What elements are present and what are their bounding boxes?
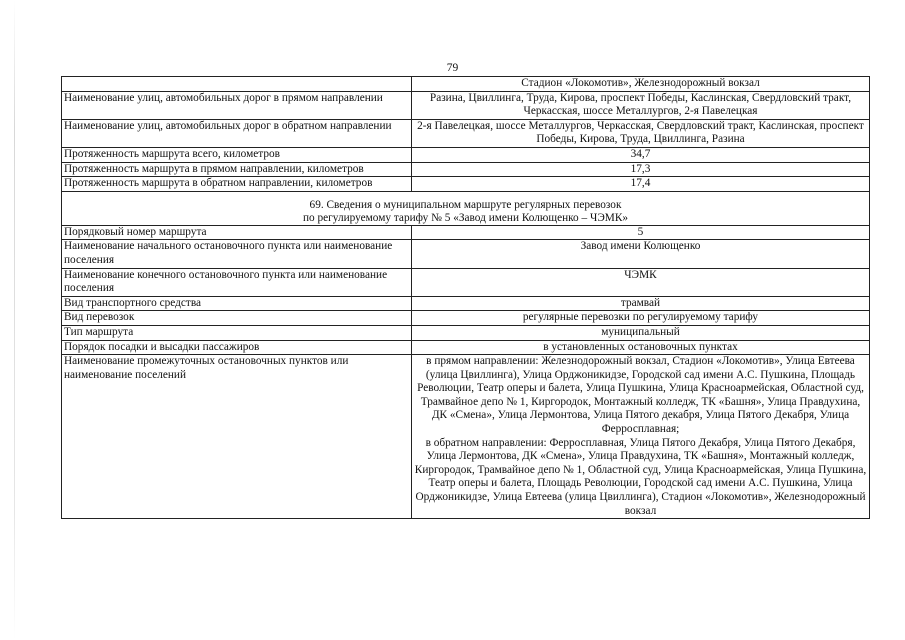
table-row <box>62 119 870 147</box>
table-row <box>62 177 870 192</box>
table-row <box>62 311 870 326</box>
table-cell-value: регулярные перевозки по регулируемому тарифу <box>412 311 870 326</box>
stops-backward: в обратном направлении: Ферросплавная, Улица Пятого Декабря, Улица Пятого Декабря, Улица Лермонтова, ДК «Смена», Улица Правдухина, ТК «Башня», Монтажный колледж, Киргородок, Трамвайное депо № 1, Областной суд, Улица Красноармейская, Улица Пушкина, Театр оперы и балета, Площадь Революции, Городской сад имени А.С. Пушкина, Улица Орджоникидзе, Улица Евтеева (улица Цвиллинга), Стадион «Локомотив», Железнодорожный вокзал <box>414 436 867 517</box>
section-title-line-2: по регулируемому тарифу № 5 «Завод имени Колющенко – ЧЭМК» <box>302 211 629 224</box>
table-cell-label: Порядковый номер маршрута <box>62 225 412 240</box>
table-cell-value: Разина, Цвиллинга, Труда, Кирова, проспект Победы, Каслинская, Свердловский тракт, Черкасская, шоссе Металлургов, 2-я Павелецкая <box>412 91 870 119</box>
table-cell-label: Наименование улиц, автомобильных дорог в обратном направлении <box>62 119 412 147</box>
page-number: 79 <box>446 62 459 74</box>
table-cell-label: Тип маршрута <box>62 325 412 340</box>
section-title-line-1: 69. Сведения о муниципальном маршруте регулярных перевозок <box>309 198 622 211</box>
table-cell-label: Наименование начального остановочного пункта или наименование поселения <box>62 240 412 268</box>
table-row <box>62 296 870 311</box>
scan-edge-line <box>14 0 15 640</box>
table-cell-label: Протяженность маршрута в прямом направлении, километров <box>62 162 412 177</box>
table-cell-label: Наименование промежуточных остановочных пунктов или наименование поселений <box>62 355 412 519</box>
table-cell-label: Вид транспортного средства <box>62 296 412 311</box>
table-cell-value: трамвай <box>412 296 870 311</box>
table-cell-value: 17,4 <box>412 177 870 192</box>
table-cell-value: Стадион «Локомотив», Железнодорожный вокзал <box>412 77 870 92</box>
table-row <box>62 268 870 296</box>
section-title <box>62 191 870 225</box>
table-cell-value: 34,7 <box>412 147 870 162</box>
table-cell-label: Протяженность маршрута в обратном направлении, километров <box>62 177 412 192</box>
table-row <box>62 355 870 519</box>
section-header-row <box>62 191 870 225</box>
table-row <box>62 325 870 340</box>
table-row <box>62 77 870 92</box>
table-row <box>62 225 870 240</box>
table-cell-value: ЧЭМК <box>412 268 870 296</box>
table-cell-label: Порядок посадки и высадки пассажиров <box>62 340 412 355</box>
table-cell-value: 2-я Павелецкая, шоссе Металлургов, Черкасская, Свердловский тракт, Каслинская, проспект Победы, Кирова, Труда, Цвиллинга, Разина <box>412 119 870 147</box>
route-info-table <box>61 76 870 519</box>
table-cell-label: Вид перевозок <box>62 311 412 326</box>
table-cell-value: Завод имени Колющенко <box>412 240 870 268</box>
table-row <box>62 147 870 162</box>
table-cell-value: 17,3 <box>412 162 870 177</box>
table-cell-label: Наименование конечного остановочного пункта или наименование поселения <box>62 268 412 296</box>
table-row <box>62 162 870 177</box>
table-cell-value: в установленных остановочных пунктах <box>412 340 870 355</box>
stops-forward: в прямом направлении: Железнодорожный вокзал, Стадион «Локомотив», Улица Евтеева (улица Цвиллинга), Улица Орджоникидзе, Городской сад имени А.С. Пушкина, Площадь Революции, Театр оперы и балета, Улица Пушкина, Улица Красноармейская, Областной суд, Трамвайное депо № 1, Киргородок, Монтажный колледж, ТК «Башня», Улица Правдухина, ДК «Смена», Улица Лермонтова, Улица Пятого декабря, Улица Пятого Декабря, Улица Ферросплавная; <box>417 355 864 436</box>
table-row <box>62 240 870 268</box>
table-row <box>62 340 870 355</box>
table-cell-value <box>412 355 870 519</box>
table-row <box>62 91 870 119</box>
table-cell-label: Наименование улиц, автомобильных дорог в прямом направлении <box>62 91 412 119</box>
table-cell-label: Протяженность маршрута всего, километров <box>62 147 412 162</box>
table-cell-value: 5 <box>412 225 870 240</box>
table-cell-empty <box>62 77 412 92</box>
table-cell-value: муниципальный <box>412 325 870 340</box>
